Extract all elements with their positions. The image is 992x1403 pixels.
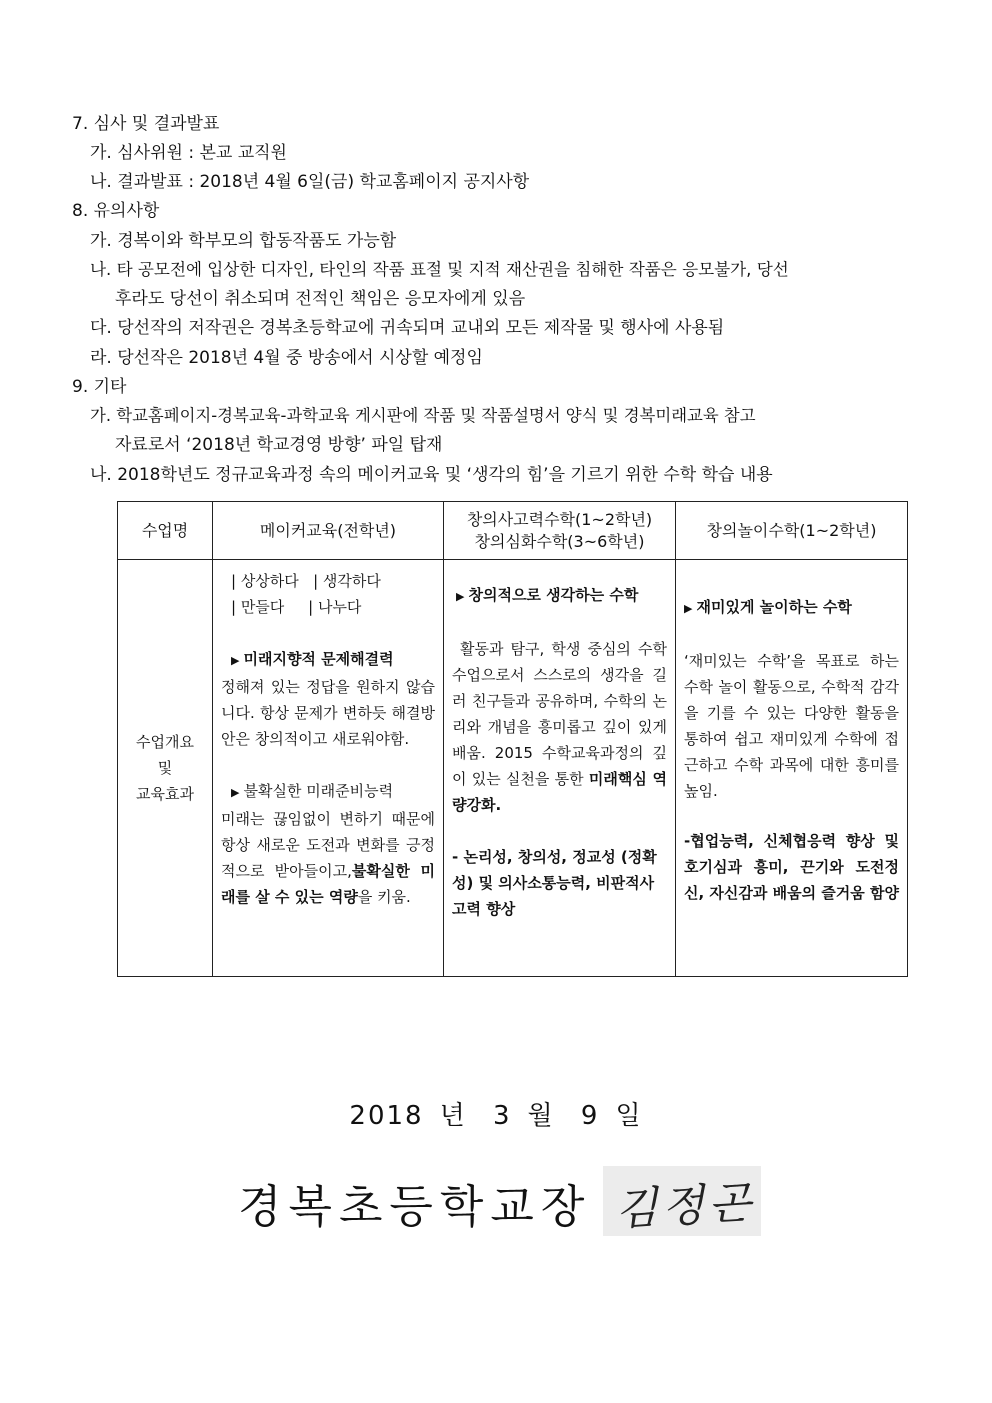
creative-title (452, 582, 667, 610)
header-play-math: 창의놀이수학(1~2학년) (676, 502, 908, 560)
header-creative-math (444, 502, 676, 560)
maker-cell (213, 560, 444, 977)
maker-point-1-label: 미래지향적 문제해결력 (243, 650, 394, 668)
section-8-item-b-line2: 후라도 당선이 취소되며 전적인 책임은 응모자에게 있음 (115, 289, 526, 309)
section-8-title: 8. 유의사항 (72, 201, 160, 221)
date-month-unit: 월 (527, 1101, 555, 1131)
triangle-right-icon: ▶ (684, 602, 693, 615)
maker-point-2-body: 미래는 끊임없이 변하기 때문에 항상 새로운 도전과 변화를 긍정적으로 받아들이고, (221, 810, 435, 880)
section-8-item-d: 라. 당선작은 2018년 4월 중 방송에서 시상할 예정임 (90, 348, 483, 368)
document-date (0, 1095, 992, 1132)
header-class-name: 수업명 (118, 502, 213, 560)
maker-point-2-text (221, 806, 435, 910)
section-7-item-a: 가. 심사위원 : 본교 교직원 (90, 143, 287, 163)
maker-point-2-bold: 불확실한 미래를 살 수 있는 역량 (221, 862, 435, 906)
table-header-row (118, 502, 908, 560)
maker-keywords-1: | 상상하다 | 생각하다 (231, 572, 381, 590)
creative-cell (444, 560, 676, 977)
play-bullet: -협업능력, 신체협응력 향상 및 호기심과 흥미, 끈기와 도전정신, 자신감과 배움의 즐거움 함양 (684, 832, 899, 902)
date-year: 2018 (349, 1101, 424, 1131)
creative-bold: 미래핵심 역량강화. (452, 770, 667, 814)
date-month: 3 (492, 1101, 512, 1131)
maker-point-2-label: 불확실한 미래준비능력 (243, 782, 394, 800)
creative-body: 활동과 탐구, 학생 중심의 수학수업으로서 스스로의 생각을 길러 친구들과 공유하며, 수학의 논리와 개념을 흥미롭고 깊이 있게 배움. 2015 수학교육과정의 깊이 있는 실천을 통한 (452, 640, 667, 788)
section-8-item-c: 다. 당선작의 저작권은 경복초등학교에 귀속되며 교내외 모든 제작물 및 행사에 사용됨 (90, 318, 725, 338)
maker-point-2-tail: 을 키움. (357, 888, 411, 906)
section-8-item-a: 가. 경복이와 학부모의 합동작품도 가능함 (90, 231, 397, 251)
date-day: 9 (580, 1101, 600, 1131)
creative-title-label: 창의적으로 생각하는 수학 (468, 586, 639, 604)
row-label-line1: 수업개요 (136, 733, 194, 751)
play-title-label: 재미있게 놀이하는 수학 (696, 598, 852, 616)
section-8-item-b-line1: 나. 타 공모전에 입상한 디자인, 타인의 작품 표절 및 지적 재산권을 침해한 작품은 응모불가, 당선 (90, 260, 789, 279)
triangle-right-icon: ▶ (231, 786, 240, 799)
table-row (118, 560, 908, 977)
maker-point-1-text: 정해져 있는 정답을 원하지 않습니다. 항상 문제가 변하듯 해결방안은 창의적이고 새로워야함. (221, 678, 435, 748)
header-creative-math-line1: 창의사고력수학(1~2학년) (466, 509, 653, 529)
section-7-item-b: 나. 결과발표 : 2018년 4월 6일(금) 학교홈페이지 공지사항 (90, 172, 530, 192)
signature-area (603, 1166, 761, 1236)
header-maker: 메이커교육(전학년) (213, 502, 444, 560)
play-title (684, 594, 899, 622)
date-year-unit: 년 (439, 1101, 467, 1131)
play-cell (676, 560, 908, 977)
section-9-item-a-line1: 가. 학교홈페이지-경복교육-과학교육 게시판에 작품 및 작품설명서 양식 및 경복미래교육 참고 (90, 406, 756, 425)
creative-bullet: - 논리성, 창의성, 정교성 (정확성) 및 의사소통능력, 비판적사고력 향상 (452, 848, 657, 918)
section-9-item-b: 나. 2018학년도 정규교육과정 속의 메이커교육 및 ‘생각의 힘’을 기르기 위한 수학 학습 내용 (90, 465, 773, 485)
curriculum-table (117, 501, 908, 977)
section-7-title: 7. 심사 및 결과발표 (72, 114, 220, 134)
creative-text (452, 636, 667, 818)
date-day-unit: 일 (615, 1101, 643, 1131)
play-text: ‘재미있는 수학’을 목표로 하는 수학 놀이 활동으로, 수학적 감각을 기를 수 있는 다양한 활동을 통하여 쉽고 재미있게 수학에 접근하고 수학 과목에 대한 흥미를 높임. (684, 652, 899, 800)
row-label (118, 560, 213, 977)
maker-point-1-title (221, 646, 435, 674)
row-label-line2: 및 (157, 759, 173, 777)
section-9-title: 9. 기타 (72, 377, 127, 397)
principal-title: 경복초등학교장 (238, 1180, 592, 1233)
triangle-right-icon: ▶ (231, 654, 240, 667)
maker-point-2-title (221, 778, 435, 806)
header-creative-math-line2: 창의심화수학(3~6학년) (474, 531, 645, 551)
triangle-right-icon: ▶ (456, 590, 465, 603)
maker-keywords-2: | 만들다 | 나누다 (231, 598, 362, 616)
row-label-line3: 교육효과 (136, 785, 194, 803)
section-9-item-a-line2: 자료로서 ‘2018년 학교경영 방향’ 파일 탑재 (115, 435, 443, 455)
signature: 김정곤 (613, 1177, 756, 1236)
